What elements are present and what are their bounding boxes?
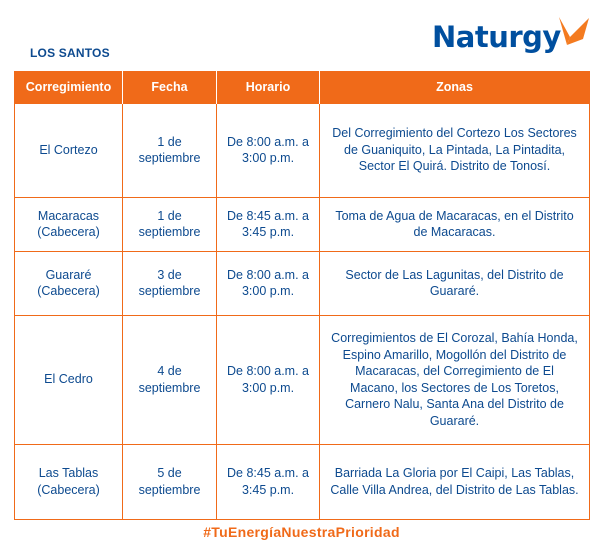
butterfly-icon (556, 14, 592, 48)
header-corregimiento: Corregimiento (15, 71, 123, 103)
cell-fecha: 1 de septiembre (123, 197, 217, 251)
region-title: LOS SANTOS (30, 46, 110, 60)
cell-horario: De 8:45 a.m. a 3:45 p.m. (217, 444, 320, 519)
cell-fecha: 5 de septiembre (123, 444, 217, 519)
cell-zonas: Toma de Agua de Macaracas, en el Distrito de Macaracas. (320, 197, 590, 251)
cell-zonas: Corregimientos de El Corozal, Bahía Honda, Espino Amarillo, Mogollón del Distrito de Macaracas, del Corregimiento de El Macano, los Sectores de Los Toretos, Carnero Nalu, Santa Ana del Distrito de Guararé. (320, 315, 590, 444)
table-row (15, 197, 590, 251)
schedule-table (14, 71, 590, 520)
campaign-hashtag: #TuEnergíaNuestraPrioridad (203, 524, 400, 540)
cell-fecha: 1 de septiembre (123, 103, 217, 197)
table-row (15, 251, 590, 315)
naturgy-logo (432, 14, 592, 62)
table-row (15, 315, 590, 444)
cell-horario: De 8:00 a.m. a 3:00 p.m. (217, 103, 320, 197)
table-header-row (15, 71, 590, 103)
header-horario: Horario (217, 71, 320, 103)
cell-fecha: 4 de septiembre (123, 315, 217, 444)
cell-corregimiento: Guararé (Cabecera) (15, 251, 123, 315)
cell-corregimiento: El Cedro (15, 315, 123, 444)
header-fecha: Fecha (123, 71, 217, 103)
logo-text: Naturgy (432, 20, 561, 54)
cell-corregimiento: Las Tablas (Cabecera) (15, 444, 123, 519)
cell-horario: De 8:45 a.m. a 3:45 p.m. (217, 197, 320, 251)
table-row (15, 103, 590, 197)
cell-zonas: Barriada La Gloria por El Caipi, Las Tablas, Calle Villa Andrea, del Distrito de Las Tablas. (320, 444, 590, 519)
table-row (15, 444, 590, 519)
cell-zonas: Sector de Las Lagunitas, del Distrito de Guararé. (320, 251, 590, 315)
cell-zonas: Del Corregimiento del Cortezo Los Sectores de Guaniquito, La Pintada, La Pintadita, Sector El Quirá. Distrito de Tonosí. (320, 103, 590, 197)
cell-horario: De 8:00 a.m. a 3:00 p.m. (217, 251, 320, 315)
cell-fecha: 3 de septiembre (123, 251, 217, 315)
header-zonas: Zonas (320, 71, 590, 103)
cell-corregimiento: El Cortezo (15, 103, 123, 197)
cell-horario: De 8:00 a.m. a 3:00 p.m. (217, 315, 320, 444)
cell-corregimiento: Macaracas (Cabecera) (15, 197, 123, 251)
